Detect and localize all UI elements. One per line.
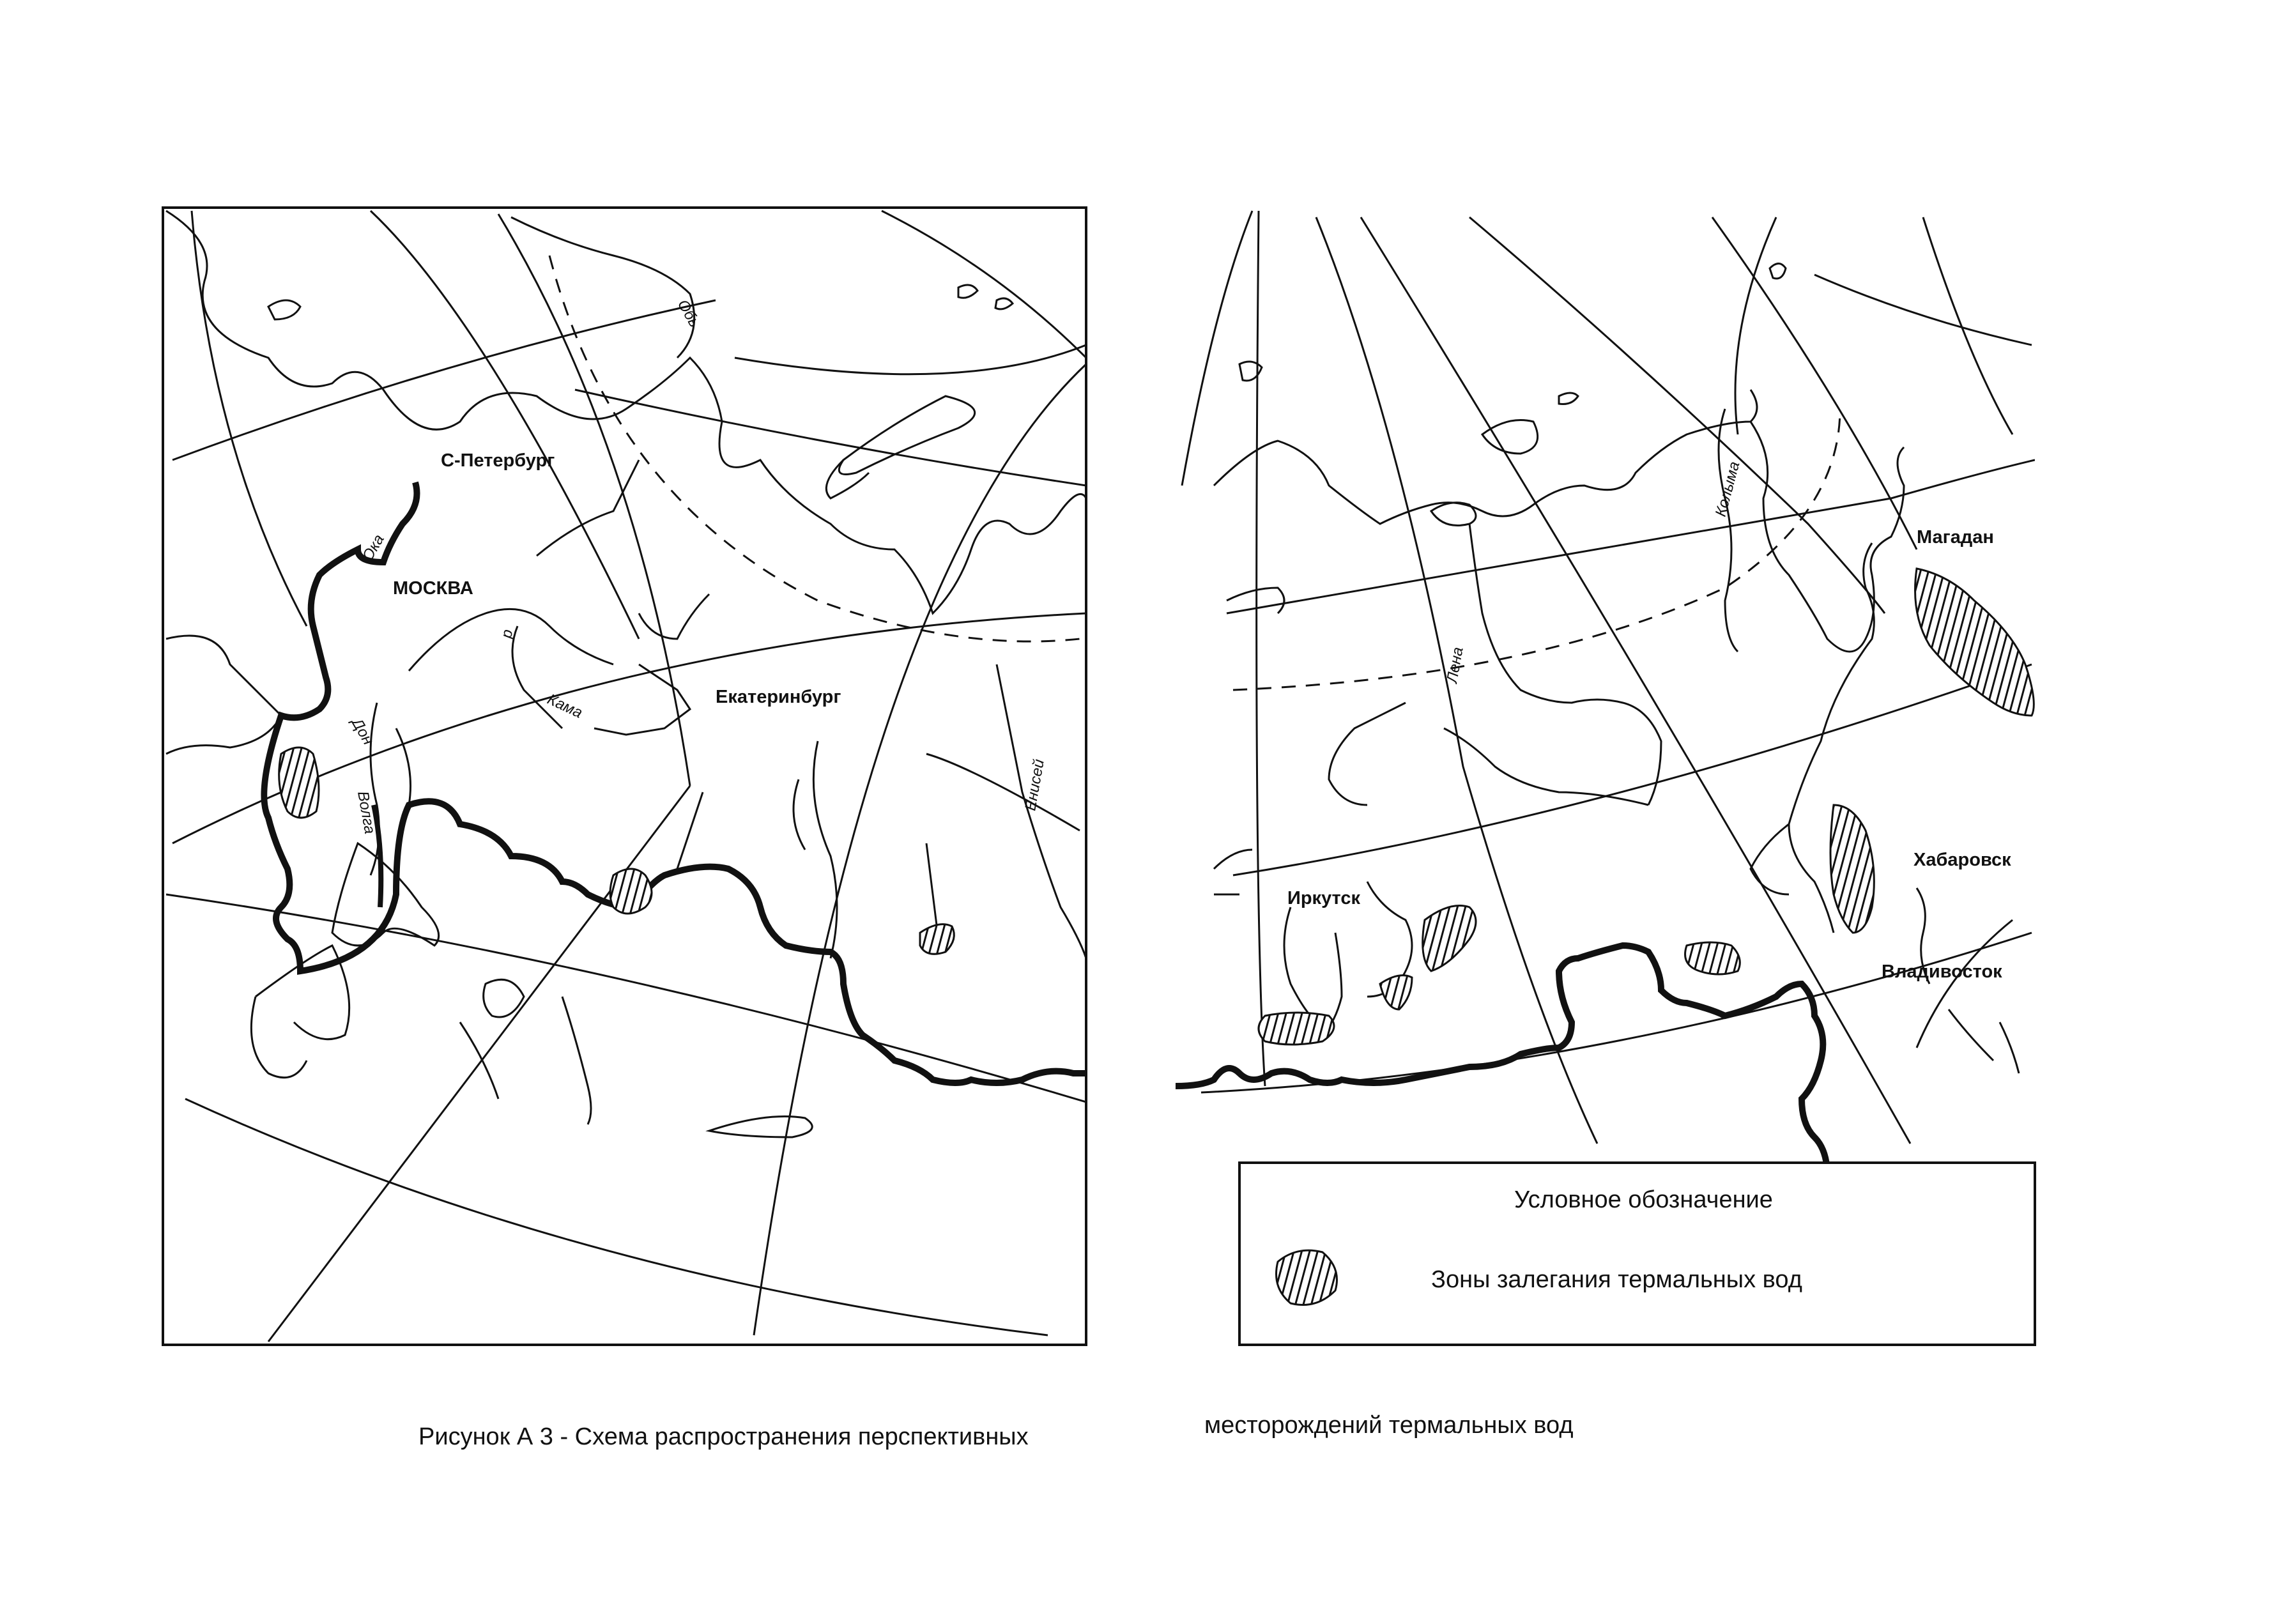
figure-caption-part2: месторождений термальных вод <box>1204 1412 1574 1439</box>
arctic-circle <box>549 256 1080 641</box>
island <box>1770 264 1786 279</box>
river-label-lena: Лена <box>1443 645 1467 685</box>
figure-caption-part1: Рисунок А 3 - Схема распространения перспективных <box>418 1423 1029 1450</box>
river-label-volga: Волга <box>354 790 379 836</box>
river-line <box>794 779 805 850</box>
city-label-yekaterinburg: Екатеринбург <box>716 687 841 707</box>
river-line <box>409 609 613 671</box>
state-border <box>264 482 1086 1083</box>
coastline <box>166 211 1086 613</box>
island <box>958 285 978 298</box>
river-line <box>813 741 837 958</box>
parallel-line <box>1814 275 2032 345</box>
parallel-line <box>173 300 716 460</box>
parallel-line <box>185 1099 1048 1335</box>
thermal-zone <box>1830 805 1874 933</box>
coastline <box>1751 422 1904 652</box>
city-label-khabarovsk: Хабаровск <box>1913 850 2011 870</box>
meridian-line <box>498 214 690 786</box>
river-line <box>1949 1009 1993 1061</box>
island <box>1239 362 1262 381</box>
thermal-zone <box>1685 942 1740 974</box>
river-label-kolyma: Колыма <box>1712 459 1744 519</box>
river-line <box>512 626 562 728</box>
island <box>268 300 300 319</box>
river-label-v: р <box>498 628 517 640</box>
legend-swatch <box>1277 1250 1337 1305</box>
river-line <box>1214 850 1252 869</box>
meridian-line <box>1257 211 1265 1086</box>
river-line <box>1719 409 1738 652</box>
parallel-line <box>1227 460 2035 613</box>
meridian-line <box>926 754 1080 831</box>
river-line <box>677 792 703 869</box>
river-line <box>537 460 639 556</box>
island <box>839 396 974 475</box>
river-line <box>396 728 411 805</box>
thermal-zone <box>610 869 652 914</box>
river-line <box>1284 907 1316 1022</box>
state-border <box>1176 946 1827 1176</box>
legend-title: Условное обозначение <box>1514 1186 1773 1213</box>
river-line <box>997 664 1086 958</box>
meridian-line <box>1923 217 2013 434</box>
coastline <box>1214 390 1757 524</box>
river-label-yenisei: Енисей <box>1022 758 1048 813</box>
arctic-circle <box>1233 409 1840 690</box>
meridian-line <box>1182 211 1252 486</box>
parallel-line <box>1233 664 2032 875</box>
coastline <box>1227 588 1284 613</box>
island <box>995 298 1013 309</box>
meridian-line <box>1469 217 1885 613</box>
river-label-kama: Кама <box>544 690 585 722</box>
aral-sea <box>251 997 307 1078</box>
river-line <box>1751 824 1789 894</box>
city-label-st-petersburg: С-Петербург <box>441 450 555 471</box>
black-sea <box>166 636 281 754</box>
thermal-zone <box>1259 1013 1334 1045</box>
river-label-don: Дон <box>348 715 377 748</box>
river-label-ob: Обь <box>673 296 703 330</box>
thermal-zone <box>1380 976 1412 1009</box>
river-line <box>639 594 709 639</box>
caspian-sea <box>332 843 439 946</box>
island <box>1559 393 1578 404</box>
thermal-zone <box>279 747 319 818</box>
river-line <box>562 997 591 1124</box>
west-russia-map <box>163 208 1086 1345</box>
river-label-oka: Ока <box>358 531 388 564</box>
legend-item-label: Зоны залегания термальных вод <box>1431 1266 1802 1293</box>
city-label-vladivostok: Владивосток <box>1882 961 2002 982</box>
balkhash-lake <box>709 1117 812 1138</box>
meridian-line <box>754 364 1086 1335</box>
east-russia-map <box>1176 211 2035 1345</box>
thermal-zone <box>1915 569 2034 716</box>
river-line <box>2000 1022 2019 1073</box>
city-label-magadan: Магадан <box>1917 527 1994 548</box>
meridian-line <box>882 211 1086 358</box>
city-label-moscow: МОСКВА <box>393 578 473 599</box>
river-line <box>460 1022 498 1099</box>
island <box>826 460 869 498</box>
thermal-zone <box>1423 906 1476 972</box>
city-label-irkutsk: Иркутск <box>1287 888 1361 908</box>
parallel-line <box>1201 933 2032 1092</box>
river-line <box>1329 703 1406 805</box>
parallel-line <box>735 345 1086 374</box>
island <box>1482 420 1538 454</box>
parallel-line <box>575 390 1086 486</box>
thermal-zone <box>920 924 954 954</box>
